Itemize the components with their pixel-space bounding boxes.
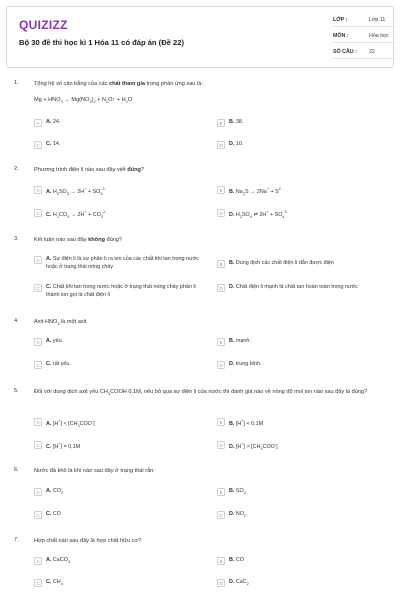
- option-letter-badge: B: [217, 338, 225, 346]
- question-stem: Tổng hệ số cân bằng của các chất tham gia trong phản ứng sau là:: [34, 81, 203, 87]
- option-letter-badge: C: [34, 441, 42, 449]
- meta-label: SỐ CÂU :: [333, 49, 357, 55]
- option-a[interactable]: [34, 256, 204, 271]
- option-text: B. CO: [229, 557, 244, 563]
- question-number: 1.: [14, 80, 19, 86]
- question-number: 5.: [14, 388, 19, 394]
- option-text: D. trung bình.: [229, 361, 262, 367]
- option-letter-badge: B: [217, 186, 225, 194]
- option-letter-badge: B: [217, 260, 225, 268]
- option-a[interactable]: [34, 186, 106, 198]
- option-a[interactable]: [34, 418, 95, 430]
- question-stem: Nước đá khô là khí nào sau đây ở trạng thái rắn:: [34, 468, 155, 474]
- option-letter-badge: A: [34, 418, 42, 426]
- option-letter-badge: A: [34, 557, 42, 565]
- option-letter-badge: A: [34, 119, 42, 127]
- option-letter-badge: A: [34, 488, 42, 496]
- option-text: A. $CO_2$: [46, 488, 64, 496]
- option-d[interactable]: [217, 361, 262, 369]
- option-b[interactable]: [217, 186, 281, 198]
- question-number: 3.: [14, 236, 19, 242]
- question-stem: Hợp chất nào sau đây là hợp chất hữu cơ?: [34, 538, 142, 544]
- option-letter-badge: D: [217, 579, 225, 587]
- option-b[interactable]: [217, 557, 244, 565]
- option-text: B. [H+] < 0,1M: [229, 419, 264, 427]
- option-text: D. Chất điện li mạnh là chất tan hoàn toàn trong nước: [229, 284, 358, 290]
- option-letter-badge: A: [34, 338, 42, 346]
- option-text: D. $[H^+] > [CH_3COO^-]$: [229, 442, 278, 451]
- option-letter-badge: C: [34, 141, 42, 149]
- question-number: 2.: [14, 166, 19, 172]
- option-c[interactable]: [34, 284, 204, 299]
- option-text: C. [H+] = 0,1M: [46, 442, 81, 450]
- option-text: B. $Na_2S \to 2Na^+ + S^2$: [229, 187, 281, 196]
- option-text: A. 24.: [46, 119, 61, 125]
- option-letter-badge: A: [34, 186, 42, 194]
- option-letter-badge: B: [217, 557, 225, 565]
- option-d[interactable]: [217, 441, 278, 453]
- option-letter-badge: D: [217, 209, 225, 217]
- question-stem: Đối với dung dịch axit yếu $CH_3COOH$ 0,1M, nếu bỏ qua sự điện li của nước thì đánh giá nào về nồng độ mol ion nào sau đây là đúng?: [34, 389, 368, 397]
- option-c[interactable]: [34, 141, 60, 149]
- meta-underline: [333, 58, 395, 59]
- option-text: D. $NO_2$: [229, 511, 247, 519]
- option-letter-badge: A: [34, 256, 42, 264]
- option-text: D. $H_2SO_4$ ⇌ $2H^+ + SO_4^{2-}$: [229, 210, 288, 219]
- option-a[interactable]: [34, 488, 63, 498]
- option-text: A. yếu.: [46, 338, 64, 344]
- meta-underline: [333, 26, 395, 27]
- option-text: A. Sự điện li là sự phân li ra ion của các chất khi tan trong nước hoặc ở trạng thái nóng chảy: [46, 256, 199, 270]
- option-letter-badge: B: [217, 119, 225, 127]
- option-letter-badge: C: [34, 209, 42, 217]
- option-c[interactable]: [34, 511, 61, 519]
- option-text: C. Chất khi tan trong nước hoặc ở trạng thái nóng chảy phân li thành ion gọi là chất điện li: [46, 284, 196, 298]
- option-d[interactable]: [217, 141, 243, 149]
- question-equation: $Mg + HNO_3 \to Mg(NO_3)_2$ + $N_2O↑ + H_2O$: [34, 97, 133, 105]
- option-c[interactable]: [34, 441, 80, 451]
- meta-label: MÔN :: [333, 33, 349, 39]
- option-d[interactable]: [217, 209, 288, 221]
- option-letter-badge: C: [34, 361, 42, 369]
- option-letter-badge: C: [34, 284, 42, 292]
- option-text: C. $H_2CO_3 \to 2H^+ + CO_3^{2-}$: [46, 210, 107, 219]
- question-stem: Phương trình điện li nào sau đây viết đúng?: [34, 167, 145, 173]
- option-a[interactable]: [34, 338, 63, 346]
- meta-label: LỚP :: [333, 17, 348, 23]
- question-number: 7.: [14, 537, 19, 543]
- option-text: C. rất yếu.: [46, 361, 71, 367]
- question-number: 4.: [14, 318, 19, 324]
- option-letter-badge: D: [217, 441, 225, 449]
- option-text: C. $CH_4$: [46, 579, 63, 587]
- option-text: C. CO: [46, 511, 61, 517]
- option-text: C. 14.: [46, 141, 61, 147]
- option-b[interactable]: [217, 418, 263, 428]
- meta-underline: [333, 42, 395, 43]
- option-text: B. $SO_2$: [229, 488, 246, 496]
- option-a[interactable]: [34, 557, 70, 567]
- quizizz-logo: QUIZIZZ: [19, 18, 68, 32]
- option-letter-badge: C: [34, 511, 42, 519]
- option-letter-badge: C: [34, 579, 42, 587]
- option-text: B. 38.: [229, 119, 244, 125]
- meta-value: Hóa học: [369, 33, 389, 39]
- option-text: B. Dung dịch các chất điện li dẫn được điện: [229, 260, 334, 266]
- question-number: 6.: [14, 467, 19, 473]
- option-letter-badge: D: [217, 141, 225, 149]
- option-d[interactable]: [217, 511, 246, 521]
- option-c[interactable]: [34, 361, 71, 369]
- option-d[interactable]: [217, 284, 387, 292]
- option-letter-badge: B: [217, 488, 225, 496]
- worksheet-header: [6, 6, 394, 68]
- option-text: A. $[H^+] < [CH_3COO^-]$: [46, 419, 95, 428]
- option-c[interactable]: [34, 579, 63, 589]
- option-d[interactable]: [217, 579, 249, 589]
- question-stem: Axit $HNO_3$ là một axit: [34, 319, 87, 327]
- option-text: D. 10.: [229, 141, 244, 147]
- option-text: A. $H_2SO_3 \to 2H^+ + SO_3^{2-}$: [46, 187, 106, 196]
- option-b[interactable]: [217, 338, 251, 346]
- question-stem: Kết luận nào sau đây không đúng?: [34, 237, 123, 243]
- option-text: A. CaCO$_3$: [46, 557, 71, 565]
- option-text: D. CaC$_2$: [229, 579, 249, 587]
- option-letter-badge: D: [217, 284, 225, 292]
- option-b[interactable]: [217, 488, 246, 498]
- option-b[interactable]: [217, 260, 387, 268]
- option-letter-badge: D: [217, 361, 225, 369]
- meta-value: 32: [369, 49, 375, 55]
- option-letter-badge: D: [217, 511, 225, 519]
- option-letter-badge: B: [217, 418, 225, 426]
- option-a[interactable]: [34, 119, 60, 127]
- option-c[interactable]: [34, 209, 106, 221]
- option-b[interactable]: [217, 119, 243, 127]
- document-title: Bộ 30 đề thi học kì 1 Hóa 11 có đáp án (Đề 22): [19, 38, 185, 47]
- meta-value: Lớp 11: [369, 17, 386, 23]
- option-text: B. mạnh.: [229, 338, 251, 344]
